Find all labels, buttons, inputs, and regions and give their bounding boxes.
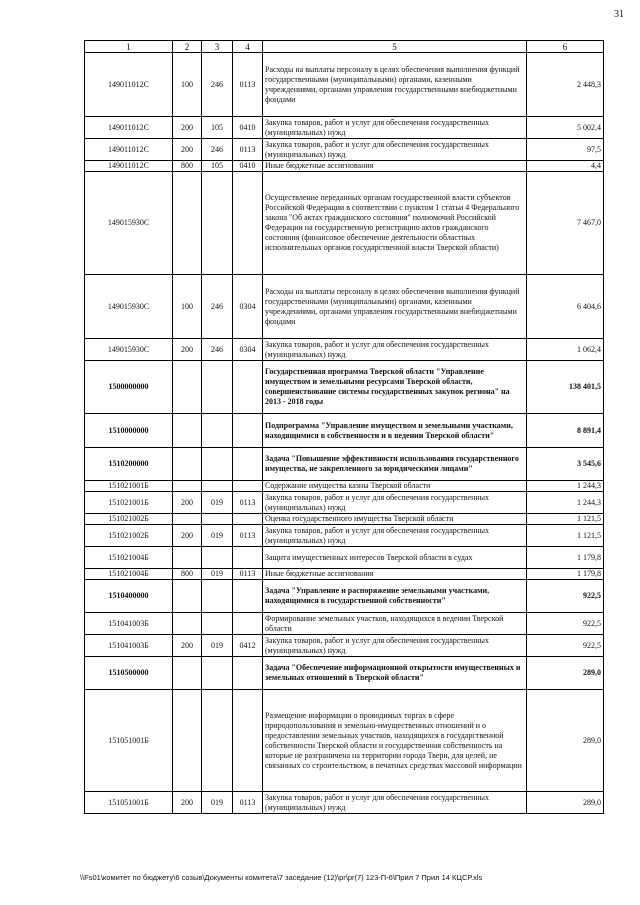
cell-sum: 3 545,6 — [527, 448, 604, 481]
table-row — [85, 275, 604, 339]
cell-vr: 100 — [173, 53, 202, 117]
cell-vr: 200 — [173, 339, 202, 361]
table-row — [85, 139, 604, 161]
cell-rz: 0304 — [233, 339, 263, 361]
cell-csr: 151051001Б — [85, 792, 173, 814]
cell-adm — [202, 657, 233, 690]
cell-adm — [202, 172, 233, 275]
cell-rz — [233, 580, 263, 613]
cell-vr: 100 — [173, 275, 202, 339]
table-row — [85, 481, 604, 492]
cell-sum: 7 467,0 — [527, 172, 604, 275]
cell-rz: 0113 — [233, 525, 263, 547]
page-number: 31 — [614, 9, 624, 20]
cell-adm: 019 — [202, 635, 233, 657]
cell-adm — [202, 361, 233, 414]
cell-sum: 289,0 — [527, 690, 604, 792]
cell-vr: 200 — [173, 117, 202, 139]
cell-adm — [202, 414, 233, 448]
cell-sum: 1 062,4 — [527, 339, 604, 361]
cell-csr: 1500000000 — [85, 361, 173, 414]
cell-vr — [173, 547, 202, 569]
cell-adm — [202, 448, 233, 481]
cell-sum: 922,5 — [527, 635, 604, 657]
cell-name: Осуществление переданных органам государственной власти субъектов Российской Федерации в соответствии с пунктом 1 статьи 4 Федерального закона "Об актах гражданского состояния" полномочий Российской Федерации на государственную регистрацию актов гражданского состояния (финансовое обеспечение деятельности областных исполнительных органов государственной власти Тверской области) — [263, 172, 527, 275]
table-row — [85, 361, 604, 414]
cell-name: Закупка товаров, работ и услуг для обеспечения государственных (муниципальных) нужд — [263, 117, 527, 139]
cell-rz: 0113 — [233, 569, 263, 580]
cell-name: Формирование земельных участков, находящихся в ведении Тверской области — [263, 613, 527, 635]
cell-adm — [202, 690, 233, 792]
table-row — [85, 635, 604, 657]
cell-sum: 1 121,5 — [527, 514, 604, 525]
cell-vr: 200 — [173, 525, 202, 547]
column-header: 3 — [202, 41, 233, 53]
cell-csr: 151051001Б — [85, 690, 173, 792]
cell-rz — [233, 657, 263, 690]
table-row — [85, 525, 604, 547]
column-header: 4 — [233, 41, 263, 53]
cell-adm: 105 — [202, 117, 233, 139]
cell-vr — [173, 172, 202, 275]
cell-sum: 138 401,5 — [527, 361, 604, 414]
cell-name: Закупка товаров, работ и услуг для обеспечения государственных (муниципальных) нужд — [263, 792, 527, 814]
cell-name: Расходы на выплаты персоналу в целях обеспечения выполнения функций государственными (муниципальными) органами, казенными учреждениями, органами управления государственными внебюджетными фондами — [263, 275, 527, 339]
cell-name: Размещение информации о проводимых торгах в сфере природопользования и земельно-имущественных отношений и о предоставлении земельных участков, находящихся в государственной собственности Тверской области и государственная собственность на которые не разграничена на территории города Твери, для целей, не связанных со строительством, в печатных средствах массовой информации — [263, 690, 527, 792]
cell-vr: 800 — [173, 161, 202, 172]
cell-csr: 149011012С — [85, 53, 173, 117]
budget-table — [84, 40, 604, 814]
cell-csr: 151021002Б — [85, 525, 173, 547]
cell-name: Закупка товаров, работ и услуг для обеспечения государственных (муниципальных) нужд — [263, 339, 527, 361]
cell-sum: 97,5 — [527, 139, 604, 161]
cell-sum: 1 179,8 — [527, 547, 604, 569]
cell-name: Задача "Управление и распоряжение земельными участками, находящимися в государственной собственности" — [263, 580, 527, 613]
cell-vr — [173, 514, 202, 525]
table-row — [85, 117, 604, 139]
table-row — [85, 339, 604, 361]
table-row — [85, 580, 604, 613]
cell-rz — [233, 361, 263, 414]
cell-rz — [233, 514, 263, 525]
column-header: 6 — [527, 41, 604, 53]
column-header: 1 — [85, 41, 173, 53]
table-row — [85, 448, 604, 481]
cell-sum: 4,4 — [527, 161, 604, 172]
table-row — [85, 547, 604, 569]
cell-adm: 246 — [202, 275, 233, 339]
cell-rz — [233, 414, 263, 448]
cell-adm: 246 — [202, 139, 233, 161]
cell-name: Закупка товаров, работ и услуг для обеспечения государственных (муниципальных) нужд — [263, 492, 527, 514]
cell-adm: 019 — [202, 792, 233, 814]
cell-sum: 5 002,4 — [527, 117, 604, 139]
cell-vr: 200 — [173, 635, 202, 657]
cell-vr — [173, 448, 202, 481]
cell-vr: 200 — [173, 492, 202, 514]
cell-sum: 1 121,5 — [527, 525, 604, 547]
cell-vr — [173, 580, 202, 613]
cell-name: Закупка товаров, работ и услуг для обеспечения государственных (муниципальных) нужд — [263, 139, 527, 161]
cell-vr — [173, 361, 202, 414]
cell-rz — [233, 481, 263, 492]
cell-csr: 1510000000 — [85, 414, 173, 448]
table-row — [85, 657, 604, 690]
table-row — [85, 569, 604, 580]
cell-vr — [173, 414, 202, 448]
cell-vr — [173, 481, 202, 492]
cell-csr: 149011012С — [85, 117, 173, 139]
cell-name: Расходы на выплаты персоналу в целях обеспечения выполнения функций государственными (муниципальными) органами, казенными учреждениями, органами управления государственными внебюджетными фондами — [263, 53, 527, 117]
cell-csr: 149015930С — [85, 172, 173, 275]
cell-vr — [173, 690, 202, 792]
cell-sum: 1 179,8 — [527, 569, 604, 580]
cell-csr: 149015930С — [85, 275, 173, 339]
cell-rz: 0113 — [233, 53, 263, 117]
cell-name: Закупка товаров, работ и услуг для обеспечения государственных (муниципальных) нужд — [263, 525, 527, 547]
cell-adm — [202, 613, 233, 635]
cell-name: Подпрограмма "Управление имуществом и земельными участками, находящимися в собственности и в ведении Тверской области" — [263, 414, 527, 448]
cell-csr: 149011012С — [85, 139, 173, 161]
cell-sum: 8 891,4 — [527, 414, 604, 448]
cell-csr: 149011012С — [85, 161, 173, 172]
cell-csr: 1510200000 — [85, 448, 173, 481]
cell-rz — [233, 613, 263, 635]
cell-csr: 149015930С — [85, 339, 173, 361]
cell-rz: 0412 — [233, 635, 263, 657]
table-row — [85, 172, 604, 275]
cell-sum: 1 244,3 — [527, 481, 604, 492]
table-row — [85, 690, 604, 792]
table-row — [85, 414, 604, 448]
cell-sum: 922,5 — [527, 613, 604, 635]
cell-adm: 105 — [202, 161, 233, 172]
cell-rz: 0410 — [233, 161, 263, 172]
cell-rz: 0410 — [233, 117, 263, 139]
file-path-footer: \\Fs01\комитет по бюджету\6 созыв\Документы комитета\7 заседание (12)\pr\pr(7) 123-П-6\Прил 7 Прил 14 КЦСР.xls — [80, 873, 483, 882]
table-row — [85, 613, 604, 635]
cell-rz — [233, 690, 263, 792]
column-header: 5 — [263, 41, 527, 53]
cell-vr: 800 — [173, 569, 202, 580]
cell-adm — [202, 580, 233, 613]
cell-name: Защита имущественных интересов Тверской области в судах — [263, 547, 527, 569]
cell-name: Оценка государственного имущества Тверской области — [263, 514, 527, 525]
cell-sum: 1 244,3 — [527, 492, 604, 514]
cell-sum: 2 448,3 — [527, 53, 604, 117]
cell-adm — [202, 547, 233, 569]
cell-sum: 289,0 — [527, 657, 604, 690]
table-row — [85, 792, 604, 814]
cell-name: Задача "Обеспечение информационной открытости имущественных и земельных отношений в Тверской области" — [263, 657, 527, 690]
table-row — [85, 514, 604, 525]
cell-rz: 0113 — [233, 492, 263, 514]
cell-vr — [173, 657, 202, 690]
cell-rz: 0304 — [233, 275, 263, 339]
cell-csr: 151021001Б — [85, 492, 173, 514]
cell-adm: 246 — [202, 339, 233, 361]
cell-vr — [173, 613, 202, 635]
cell-csr: 151041003Б — [85, 613, 173, 635]
cell-name: Закупка товаров, работ и услуг для обеспечения государственных (муниципальных) нужд — [263, 635, 527, 657]
cell-adm: 019 — [202, 569, 233, 580]
cell-sum: 289,0 — [527, 792, 604, 814]
cell-csr: 151041003Б — [85, 635, 173, 657]
cell-rz: 0113 — [233, 139, 263, 161]
cell-rz — [233, 547, 263, 569]
cell-rz — [233, 448, 263, 481]
cell-csr: 1510400000 — [85, 580, 173, 613]
cell-adm — [202, 481, 233, 492]
cell-vr: 200 — [173, 139, 202, 161]
cell-adm — [202, 514, 233, 525]
cell-csr: 151021004Б — [85, 547, 173, 569]
cell-rz: 0113 — [233, 792, 263, 814]
table-header-row — [85, 41, 604, 53]
cell-rz — [233, 172, 263, 275]
cell-name: Иные бюджетные ассигнования — [263, 569, 527, 580]
cell-csr: 151021002Б — [85, 514, 173, 525]
cell-adm: 246 — [202, 53, 233, 117]
cell-csr: 1510500000 — [85, 657, 173, 690]
cell-adm: 019 — [202, 525, 233, 547]
table-row — [85, 492, 604, 514]
cell-vr: 200 — [173, 792, 202, 814]
cell-sum: 922,5 — [527, 580, 604, 613]
cell-name: Государственная программа Тверской области "Управление имуществом и земельными ресурсами Тверской области, совершенствование системы государственных закупок региона" на 2013 - 2018 годы — [263, 361, 527, 414]
column-header: 2 — [173, 41, 202, 53]
cell-name: Задача "Повышение эффективности использования государственного имущества, не закрепленного за юридическими лицами" — [263, 448, 527, 481]
cell-adm: 019 — [202, 492, 233, 514]
cell-name: Содержание имущества казны Тверской области — [263, 481, 527, 492]
cell-csr: 151021001Б — [85, 481, 173, 492]
table-row — [85, 161, 604, 172]
cell-sum: 6 404,6 — [527, 275, 604, 339]
table-row — [85, 53, 604, 117]
cell-csr: 151021004Б — [85, 569, 173, 580]
cell-name: Иные бюджетные ассигнования — [263, 161, 527, 172]
